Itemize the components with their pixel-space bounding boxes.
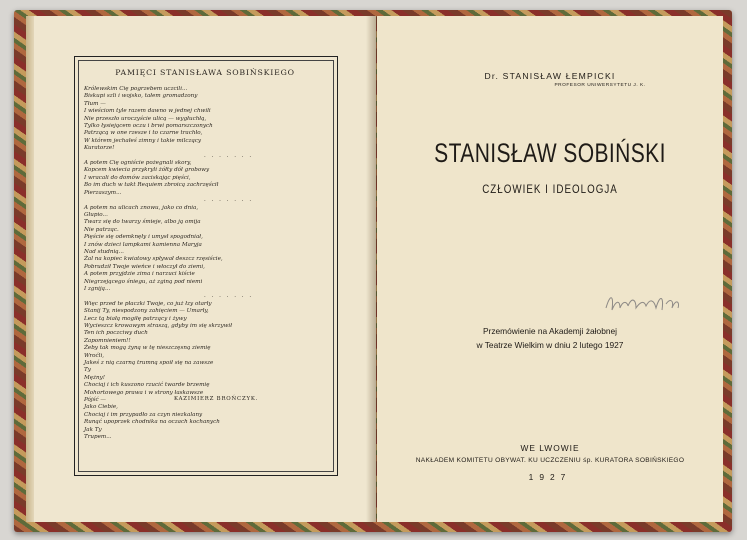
author-name: Dr. STANISŁAW ŁEMPICKI	[484, 71, 616, 81]
poem-line: W którem jechałeś zimny i takie milczący	[84, 137, 202, 144]
poem-line: Jakeś z nią czarną trumną spoił się na zawsze	[84, 360, 214, 367]
poem-line: Pobrudził Twoje wieńce i włoczył do ziemi,	[84, 263, 205, 270]
book-subtitle: CZŁOWIEK I IDEOLOGJA	[482, 184, 618, 196]
poem-line: Ty	[84, 367, 91, 374]
poem-line: I wieściom tyle razem dawno w jednej chwili	[84, 108, 211, 115]
publication-city: WE LWOWIE	[520, 443, 580, 453]
poem-text	[84, 86, 314, 442]
poem-line: Żal na kopiec kwiatowy spływał deszcz rzęsiście,	[84, 256, 223, 263]
poem-line: Jak Ty	[84, 426, 102, 433]
poem-line: Wroćli,	[84, 352, 105, 359]
poem-line: Chociaj i im przypadło za czyn niezkalany	[84, 411, 203, 418]
poem-author: KAZIMIERZ BROŃCZYK.	[174, 396, 259, 402]
publication-year: 1927	[528, 472, 572, 482]
poem-line: Nie patrząc.	[84, 226, 119, 233]
poem-line: I zgniją...	[84, 285, 111, 292]
poem-line: I znów dzieci lampkami kamienna Maryja	[84, 241, 202, 248]
poem-line: I wracali do domów zaciskając pięści,	[84, 174, 191, 181]
poem-line: Trupem...	[84, 434, 112, 441]
poem-line: Królewskim Cię pogrzebem uczcili...	[84, 86, 188, 92]
poem-line: Chociaj i ich kuszono rzucić twarde brzemię	[84, 382, 210, 389]
speech-line-2: w Teatrze Wielkim w dniu 2 lutego 1927	[476, 340, 624, 350]
poem-line: Żeby tak mogą żyną w tę nieszczęsną ziemię	[84, 345, 211, 352]
author-title: PROFESOR UNIWERSYTETU J. K.	[554, 83, 646, 88]
poem-line: Zapomnieniem!!	[84, 337, 131, 344]
poem-line: Pierzaszym...	[84, 189, 122, 196]
poem-line: Kuratorze!	[84, 145, 115, 152]
poem-title: PAMIĘCI STANISŁAWA SOBIŃSKIEGO	[115, 68, 295, 77]
poem-line: Bo im duch w takt Requiem zbroicą zachrzęścił	[84, 182, 219, 189]
poem-line: Patrzącą w one rzesze i to czarne trachło,	[84, 130, 203, 137]
poem-line: A potem przyjdzie zima i narzuci kiście	[84, 271, 195, 278]
speech-line-1: Przemówienie na Akademji żałobnej	[482, 326, 618, 336]
poem-line: Mężny!	[84, 374, 105, 381]
poem-line: Wycieszcz krowawym straszą, gdyby im się skrzywił	[84, 323, 233, 329]
handwritten-signature	[602, 286, 682, 320]
left-page	[34, 16, 376, 522]
right-page	[377, 16, 723, 522]
poem-line: Więc przed te płaczki Twoje, co już łzy otarły	[84, 300, 212, 307]
poem-line: Mohortowego prawa i w strony łaskawsze	[84, 389, 204, 396]
poem-line: Stanij Ty, niespodzony zahięciem — Umarły,	[84, 308, 209, 315]
poem-separator: . . . . . . .	[204, 197, 254, 204]
publisher: NAKŁADEM KOMITETU OBYWAT. KU UCZCZENIU śp. KURATORA SOBIŃSKIEGO	[415, 457, 685, 464]
poem-line: Kopcem kwiecia przykryli żółty dół grobowy	[84, 167, 210, 174]
poem-line: Biskupi szli i wojsko, tałem gromadzony	[84, 93, 198, 100]
poem-line: Ten ich poczciwy duch	[84, 330, 148, 337]
poem-line: Lecz tą białą mogiłę patrzący i żywy	[84, 315, 187, 322]
poem-separator: . . . . . . .	[204, 293, 254, 300]
poem-line: Tłum —	[84, 100, 106, 107]
poem-line: Tylko łysiejącem oczu i brwi pomarszczonych	[84, 123, 213, 130]
poem-line: Jako Ciebie,	[84, 404, 118, 411]
poem-line: Runąć upoprzek chodnika na oczach kochanych	[84, 419, 220, 426]
poem-line: Głupio...	[84, 211, 108, 218]
poem-line: Nad studnią...	[84, 248, 124, 255]
poem-line: A potem Cię ogniście pożegnali skory,	[84, 160, 192, 167]
poem-line: Twarz się do twarzy śmieje, albo ją omija	[84, 219, 201, 226]
poem-line: Pięście się odemknęły i umysł spogodniał,	[84, 234, 203, 241]
poem-line: Nie przeszło uroczyście ulicą — wygłuchłą,	[84, 115, 207, 122]
poem-line: Niegrzejącego śniegu, aż zginą pod niemi	[84, 278, 203, 285]
poem-line: A potem na ulicach znowu, jako co dnia,	[84, 204, 199, 211]
poem-separator: . . . . . . .	[204, 152, 254, 159]
poem-line: Pójść —	[84, 397, 107, 404]
book-title: STANISŁAW SOBIŃSKI	[434, 138, 666, 168]
